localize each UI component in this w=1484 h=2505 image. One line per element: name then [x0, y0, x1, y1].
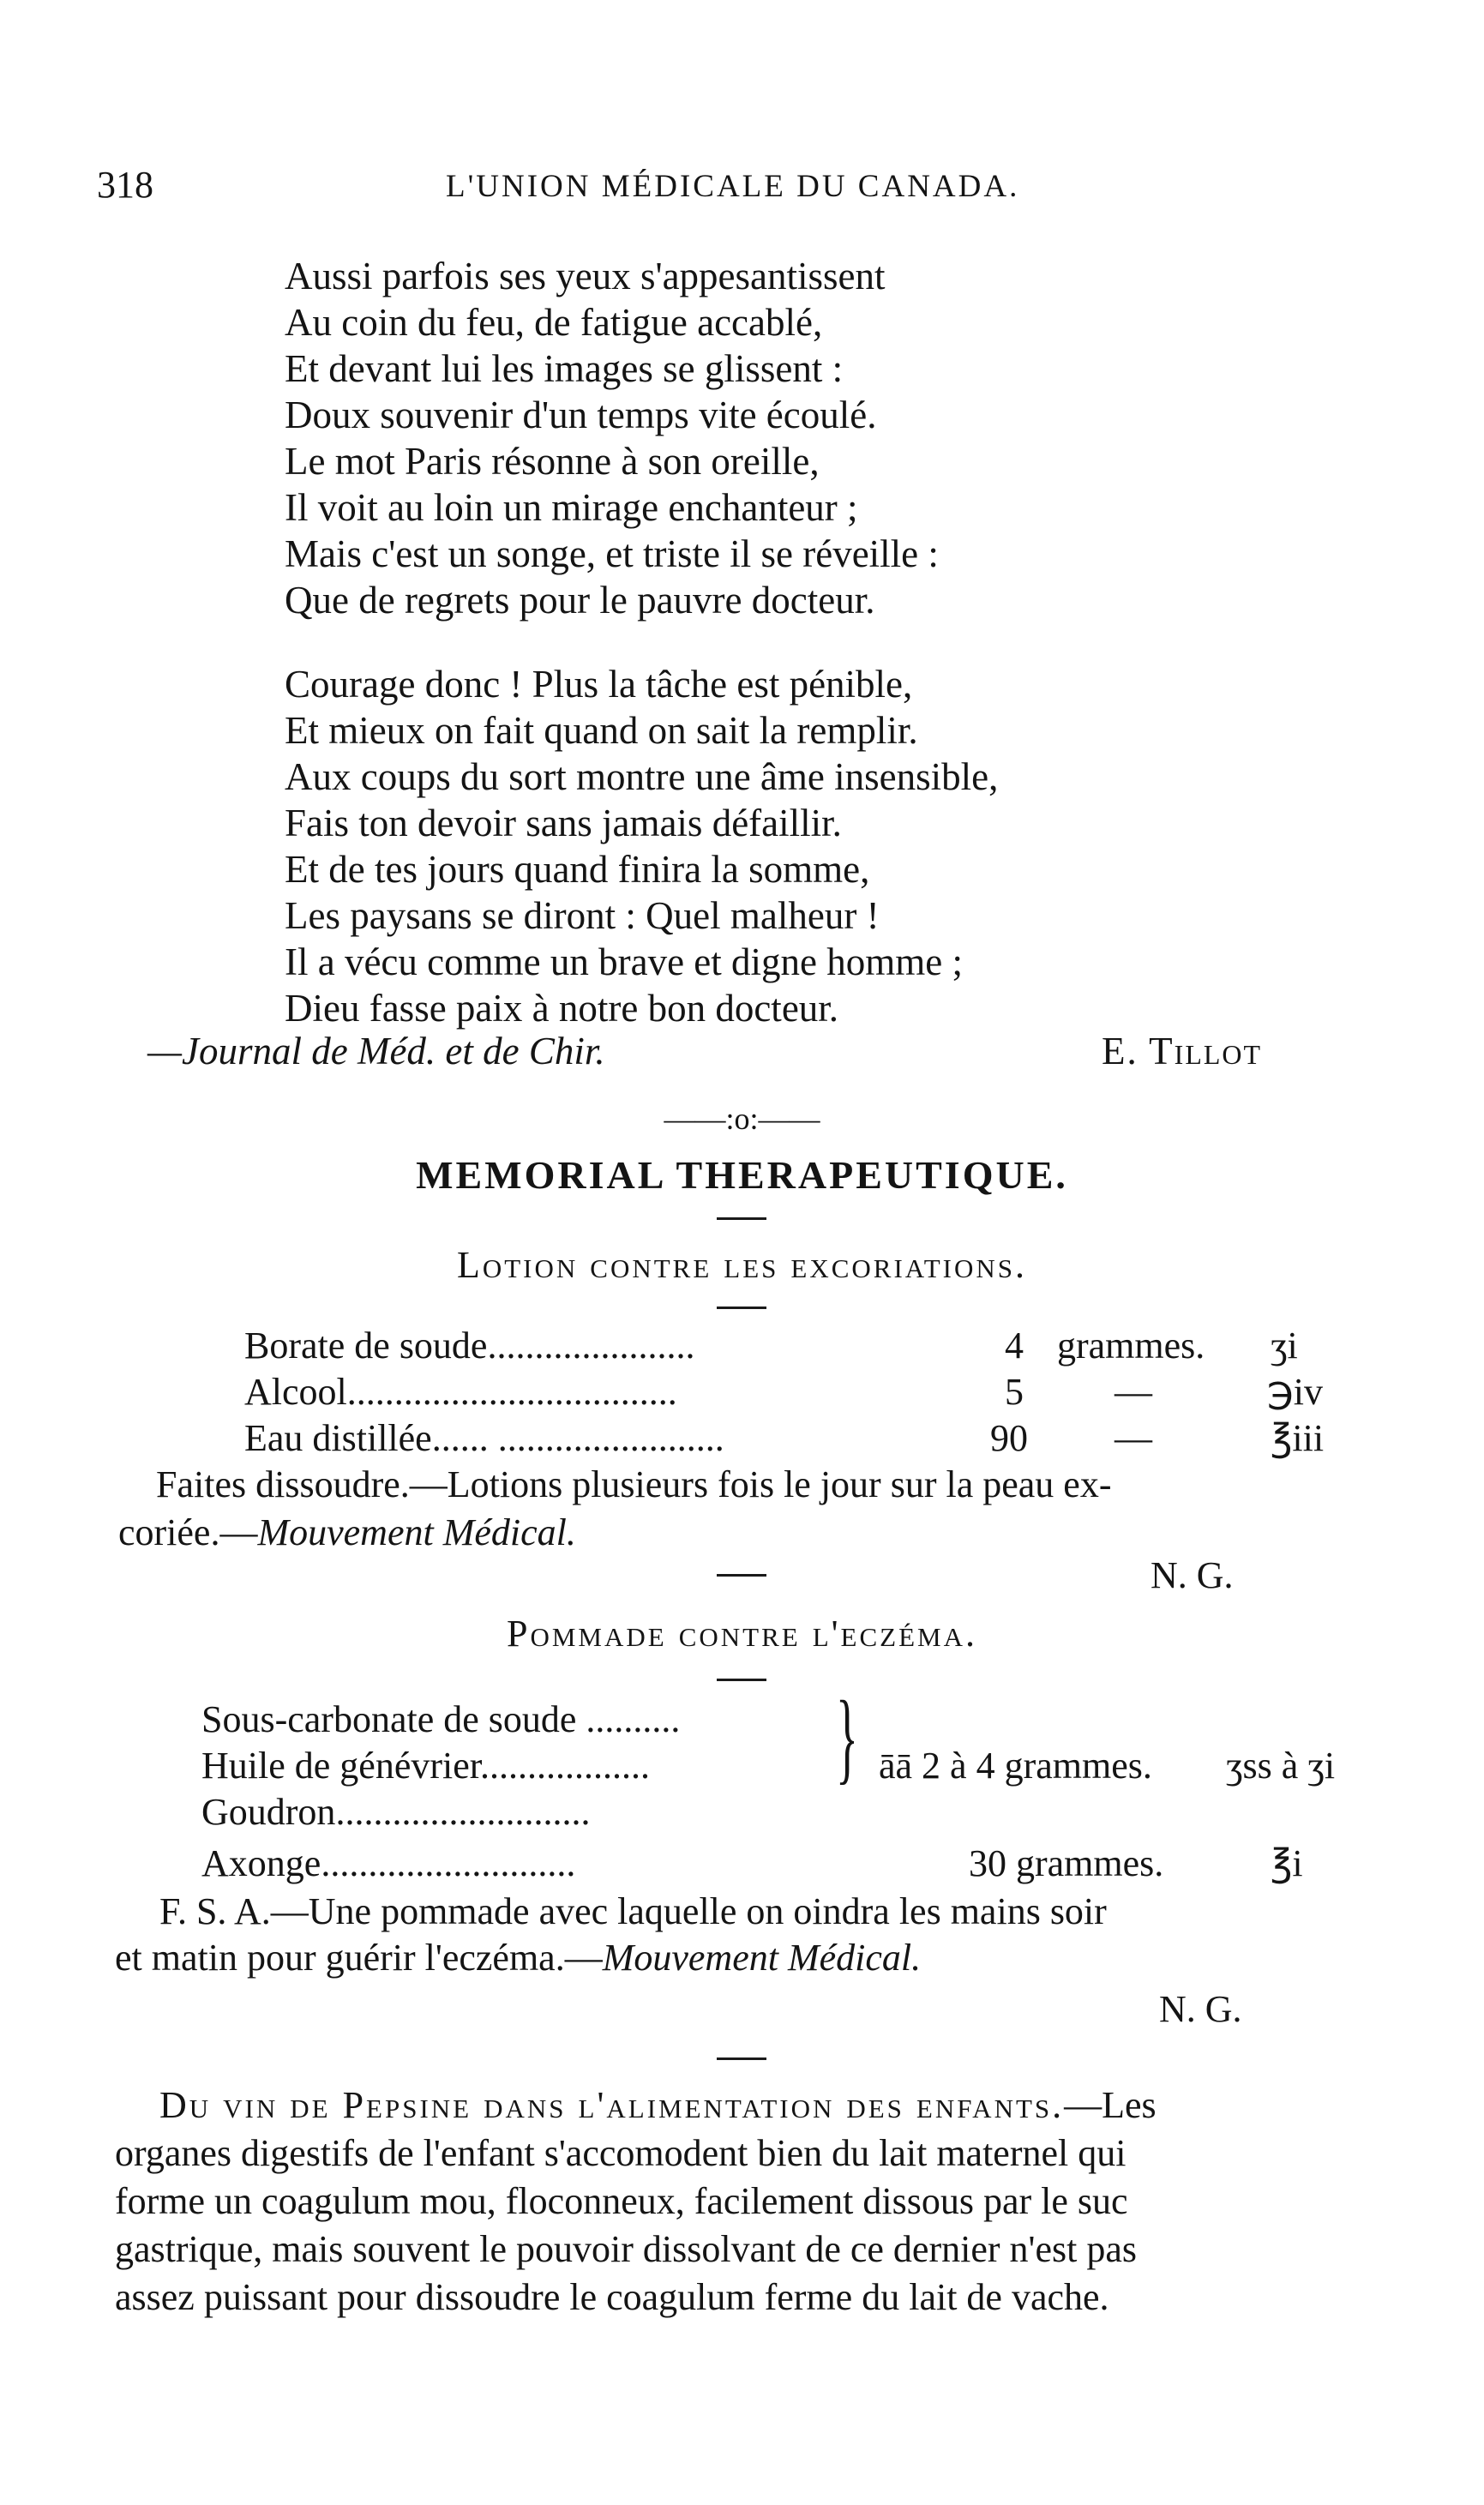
- poem-line: Dieu fasse paix à notre bon docteur.: [285, 987, 839, 1030]
- pommade-instructions-2: et matin pour guérir l'eczéma.—Mouvement Médical.: [115, 1937, 922, 1979]
- rule: [717, 1679, 766, 1681]
- ingredient-apothecary: ℥i: [1271, 1842, 1303, 1884]
- poem-line: Au coin du feu, de fatigue accablé,: [285, 301, 823, 344]
- ingredient-amount: 5: [1005, 1371, 1024, 1413]
- poem-line: Il a vécu comme un brave et digne homme ;: [285, 940, 963, 983]
- poem-line: Aux coups du sort montre une âme insensible,: [285, 755, 999, 798]
- lotion-source: Mouvement Médical.: [257, 1511, 576, 1553]
- ingredient-name: Sous-carbonate de soude ..........: [201, 1698, 681, 1740]
- poem-line: Doux souvenir d'un temps vite écoulé.: [285, 393, 877, 436]
- running-head: L'UNION MÉDICALE DU CANADA.: [446, 169, 1020, 204]
- ingredient-name: Huile de génévrier..................: [201, 1745, 650, 1787]
- article-line: forme un coagulum mou, floconneux, facilement dissous par le suc: [115, 2180, 1128, 2222]
- poem-line: Courage donc ! Plus la tâche est pénible,: [285, 663, 913, 706]
- rule: [717, 1574, 766, 1577]
- lotion-instructions: Faites dissoudre.—Lotions plusieurs fois le jour sur la peau ex-: [156, 1463, 1112, 1505]
- pommade-title: Pommade contre l'eczéma.: [507, 1613, 977, 1655]
- grouped-apothecary: ʒss à ʒi: [1226, 1745, 1336, 1787]
- rule: [717, 1307, 766, 1309]
- poem-line: Les paysans se diront : Quel malheur !: [285, 894, 880, 937]
- ingredient-amount: 90: [990, 1417, 1028, 1459]
- poem-line: Aussi parfois ses yeux s'appesantissent: [285, 255, 886, 297]
- poem-line: Mais c'est un songe, et triste il se réveille :: [285, 532, 939, 575]
- ingredient-unit: grammes.: [1057, 1325, 1205, 1367]
- brace-icon: }: [836, 1679, 858, 1793]
- article-line: assez puissant pour dissoudre le coagulum ferme du lait de vache.: [115, 2276, 1109, 2318]
- article-line: gastrique, mais souvent le pouvoir dissolvant de ce dernier n'est pas: [115, 2228, 1137, 2270]
- ingredient-name: Goudron...........................: [201, 1791, 591, 1833]
- article-line: organes digestifs de l'enfant s'accomodent bien du lait maternel qui: [115, 2132, 1127, 2174]
- pommade-initials: N. G.: [1159, 1988, 1242, 2030]
- rule: [717, 1217, 766, 1220]
- ingredient-apothecary: ℥iii: [1271, 1417, 1325, 1459]
- poem-line: Et devant lui les images se glissent :: [285, 347, 844, 390]
- grouped-dose: āā 2 à 4 grammes.: [879, 1745, 1152, 1787]
- ingredient-unit: —: [1115, 1371, 1152, 1413]
- ingredient-unit: —: [1115, 1417, 1152, 1459]
- ingredient-apothecary: ʒi: [1271, 1325, 1298, 1367]
- ingredient-amount: 30 grammes.: [969, 1842, 1164, 1884]
- poem-line: Et mieux on fait quand on sait la remplir.: [285, 709, 918, 752]
- ingredient-amount: 4: [1005, 1325, 1024, 1367]
- poem-line: Et de tes jours quand finira la somme,: [285, 848, 870, 891]
- separator: ——:o:——: [664, 1102, 820, 1136]
- page-number: 318: [97, 164, 153, 206]
- lotion-instructions-2: coriée.—Mouvement Médical.: [118, 1511, 576, 1553]
- ingredient-name: Eau distillée...... ........................: [244, 1417, 724, 1459]
- lotion-initials: N. G.: [1151, 1554, 1234, 1596]
- pommade-instructions: F. S. A.—Une pommade avec laquelle on oindra les mains soir: [159, 1890, 1107, 1932]
- article-heading: Du vin de Pepsine dans l'alimentation des enfants.: [159, 2084, 1065, 2126]
- poem-line: Fais ton devoir sans jamais défaillir.: [285, 802, 842, 844]
- ingredient-name: Axonge...........................: [201, 1842, 576, 1884]
- poem-source: —Journal de Méd. et de Chir.: [147, 1030, 605, 1072]
- pommade-source: Mouvement Médical.: [602, 1937, 922, 1979]
- poem-author: E. Tillot: [1102, 1030, 1263, 1072]
- poem-line: Il voit au loin un mirage enchanteur ;: [285, 486, 858, 529]
- poem-line: Le mot Paris résonne à son oreille,: [285, 440, 820, 483]
- ingredient-name: Alcool...................................: [244, 1371, 677, 1413]
- poem-line: Que de regrets pour le pauvre docteur.: [285, 579, 875, 622]
- article-first-line: Du vin de Pepsine dans l'alimentation des enfants.—Les: [159, 2084, 1157, 2126]
- ingredient-name: Borate de soude......................: [244, 1325, 695, 1367]
- section-title: MEMORIAL THERAPEUTIQUE.: [416, 1153, 1068, 1197]
- rule: [717, 2057, 766, 2060]
- lotion-title: Lotion contre les excoriations.: [456, 1244, 1028, 1286]
- ingredient-apothecary: ℈iv: [1267, 1371, 1323, 1413]
